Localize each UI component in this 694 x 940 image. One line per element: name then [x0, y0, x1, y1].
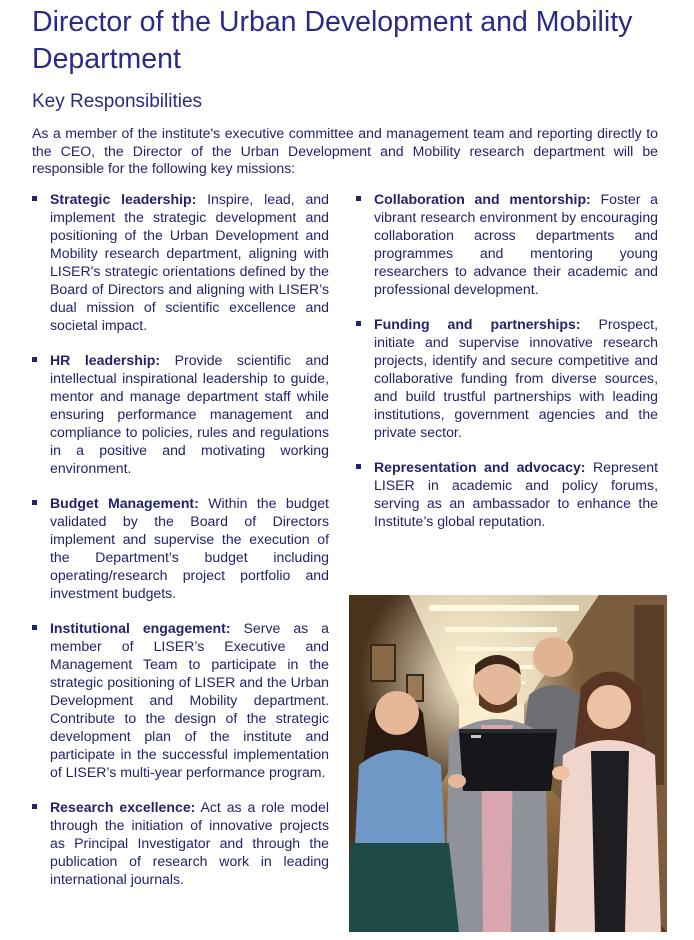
list-item — [32, 798, 329, 888]
item-heading: Institutional engagement: — [50, 620, 231, 636]
section-subtitle: Key Responsibilities — [32, 91, 203, 112]
item-heading: Collaboration and mentorship: — [374, 191, 591, 207]
item-text: Within the budget validated by the Board of Directors implement and supervise the execution of the Department’s budget including operating/research project portfolio and investment budgets. — [50, 495, 329, 601]
list-item — [356, 315, 658, 441]
item-text: Represent LISER in academic and policy forums, serving as an ambassador to enhance the Institute’s global reputation. — [374, 459, 659, 529]
list-item — [32, 351, 329, 477]
item-heading: Budget Management: — [50, 495, 199, 511]
right-responsibility-list — [356, 190, 658, 547]
list-item — [32, 494, 329, 602]
team-photo — [349, 595, 667, 932]
intro-paragraph: As a member of the institute's executive committee and management team and reporting directly to the CEO, the Director of the Urban Development and Mobility research department will be responsible for the following key missions: — [32, 125, 658, 177]
item-text: Act as a role model through the initiation of innovative projects as Principal Investigator and through the publication of research work in leading international journals. — [50, 799, 329, 887]
item-heading: Representation and advocacy: — [374, 459, 586, 475]
item-heading: Research excellence: — [50, 799, 196, 815]
item-heading: Funding and partnerships: — [374, 316, 581, 332]
item-heading: HR leadership: — [50, 352, 161, 368]
item-text: Prospect, initiate and supervise innovative research projects, identify and secure competitive and collaborative funding from diverse sources, and build trustful partnerships with leading institutions, government agencies and the private sector. — [374, 316, 658, 440]
list-item — [356, 190, 658, 298]
item-text: Serve as a member of LISER’s Executive and Management Team to participate in the strategic positioning of LISER and the Urban Development and Mobility department. Contribute to the design of the strategic development plan of the institute and participate in the successful implementation of LISER’s multi-year performance program. — [50, 620, 330, 780]
list-item — [32, 619, 329, 781]
item-text: Foster a vibrant research environment by encouraging collaboration across departments and programmes and mentoring young researchers to advance their academic and professional development. — [374, 191, 659, 297]
page-title: Director of the Urban Development and Mobility Department — [32, 6, 633, 75]
item-heading: Strategic leadership: — [50, 191, 197, 207]
list-item — [356, 458, 658, 530]
left-responsibility-list — [32, 190, 329, 905]
list-item — [32, 190, 329, 334]
item-text: Inspire, lead, and implement the strategic development and positioning of the Urban Development and Mobility research department, aligning with LISER's strategic orientations defined by the Board of Directors and aligning with LISER’s dual mission of scientific excellence and societal impact. — [50, 191, 329, 333]
item-text: Provide scientific and intellectual inspirational leadership to guide, mentor and manage department staff while ensuring performance management and compliance to policies, rules and regulations in a positive and motivating working environment. — [50, 352, 329, 476]
